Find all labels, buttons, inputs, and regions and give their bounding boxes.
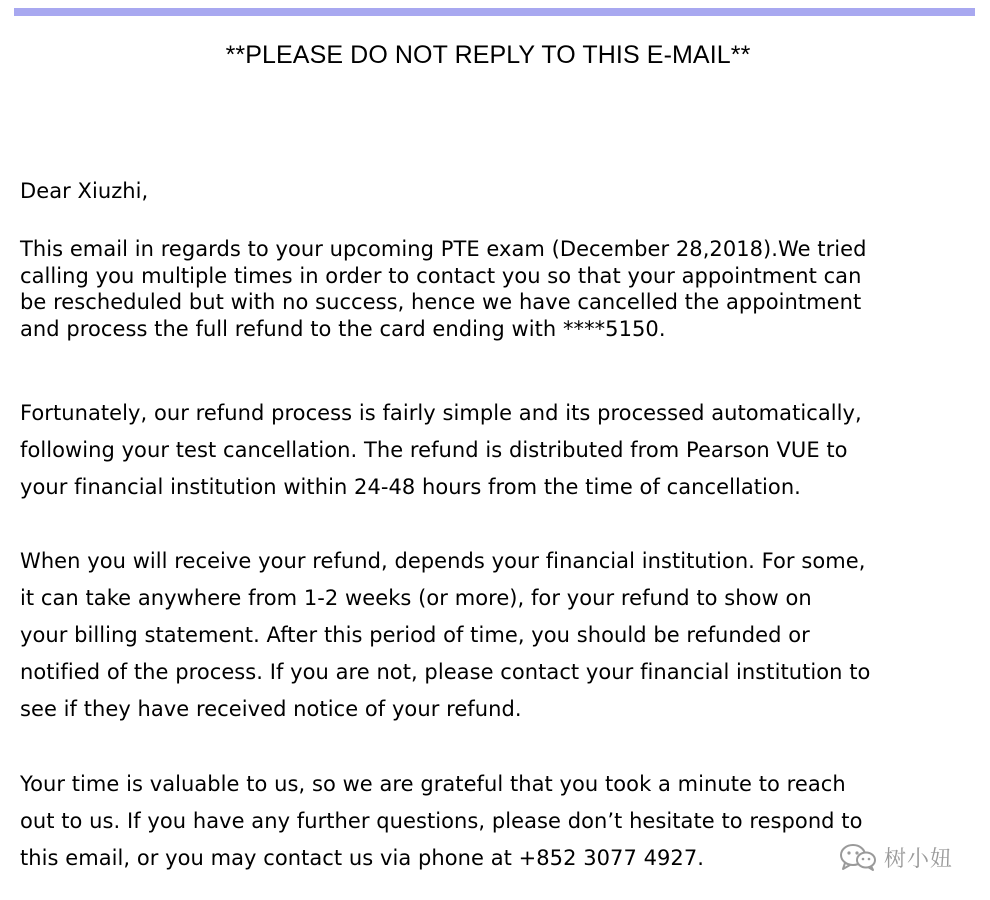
text-line: Fortunately, our refund process is fairly simple and its processed automatically,	[20, 401, 862, 425]
text-line: your billing statement. After this period of time, you should be refunded or	[20, 623, 810, 647]
no-reply-header: **PLEASE DO NOT REPLY TO THIS E-MAIL**	[225, 41, 751, 69]
text-line: see if they have received notice of your refund.	[20, 697, 522, 721]
greeting: Dear Xiuzhi,	[20, 179, 149, 203]
paragraph-contact	[20, 766, 965, 877]
text-line: and process the full refund to the card ending with ****5150.	[20, 316, 666, 341]
text-line: this email, or you may contact us via phone at +852 3077 4927.	[20, 846, 704, 870]
text-line: your financial institution within 24-48 hours from the time of cancellation.	[20, 475, 801, 499]
watermark-text: 树小妞	[884, 846, 954, 872]
text-line: Your time is valuable to us, so we are grateful that you took a minute to reach	[20, 772, 846, 796]
text-line: be rescheduled but with no success, hence we have cancelled the appointment	[20, 290, 862, 314]
text-line: following your test cancellation. The refund is distributed from Pearson VUE to	[20, 438, 848, 462]
wechat-icon	[838, 842, 878, 872]
paragraph-refund-process	[20, 395, 965, 506]
text-line: This email in regards to your upcoming PTE exam (December 28,2018).We tried	[20, 237, 867, 261]
text-line: it can take anywhere from 1-2 weeks (or more), for your refund to show on	[20, 586, 812, 610]
text-line: notified of the process. If you are not, please contact your financial institution to	[20, 660, 871, 684]
paragraph-appointment-cancelled	[20, 236, 965, 342]
text-line: calling you multiple times in order to contact you so that your appointment can	[20, 263, 862, 288]
paragraph-refund-timing	[20, 543, 965, 728]
text-line: out to us. If you have any further questions, please don’t hesitate to respond to	[20, 809, 863, 833]
top-accent-bar	[14, 8, 975, 16]
text-line: When you will receive your refund, depends your financial institution. For some,	[20, 549, 866, 573]
wechat-watermark	[838, 840, 953, 874]
